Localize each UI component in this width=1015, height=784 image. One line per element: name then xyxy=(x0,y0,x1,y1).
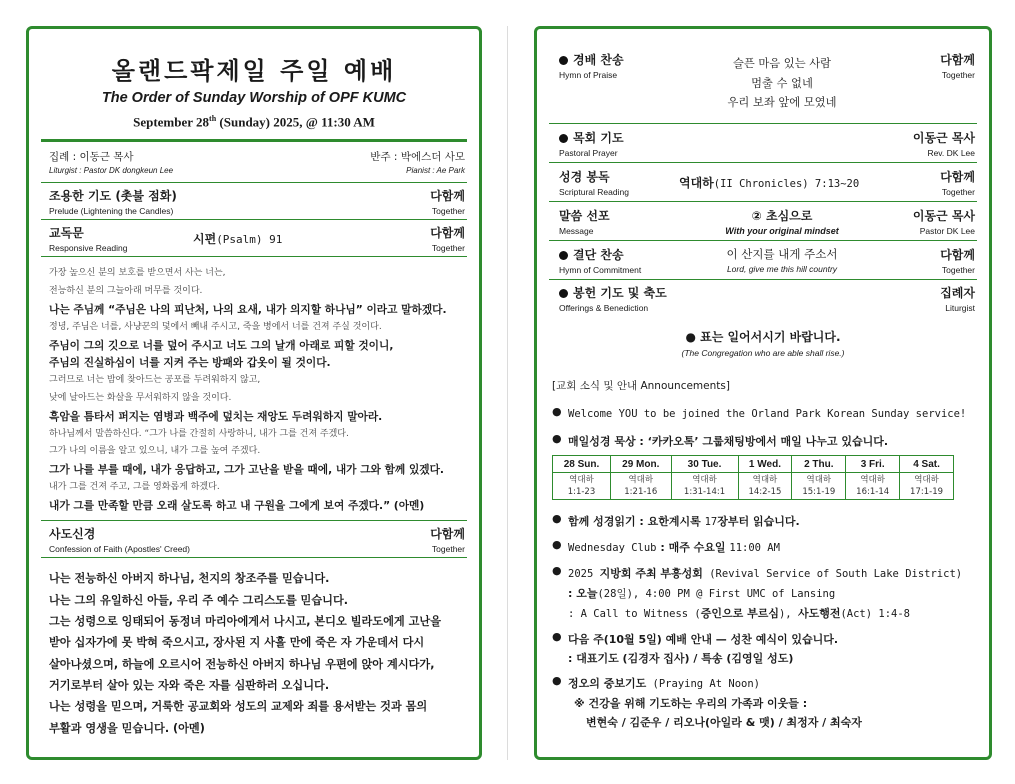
schedule-ref: 1:1-23 xyxy=(567,487,596,497)
schedule-day: 3 Fri. xyxy=(846,456,900,473)
prelude-together-en: Together xyxy=(431,205,465,216)
noon-prayer-names: 변현숙 / 김준우 / 리오나(아일라 & 맷) / 최정자 / 최숙자 xyxy=(586,716,862,729)
hymn-commitment-row xyxy=(537,241,989,279)
standing-note-en: (The Congregation who are able shall rise.) xyxy=(681,348,845,358)
pastoral-prayer-kr: 목회 기도 xyxy=(573,130,624,145)
scripture-kr: 성경 봉독 xyxy=(559,169,610,184)
psalm-line: 그가 나를 부를 때에, 내가 응답하고, 그가 고난을 받을 때에, 내가 그와 함께 있겠다. xyxy=(49,463,444,477)
scripture-book-kr: 역대하 xyxy=(679,175,714,190)
bible-reading-schedule xyxy=(552,455,954,500)
schedule-days-row xyxy=(553,456,954,473)
announcement-text: Welcome YOU to be joined the Orland Park Korean Sunday service! xyxy=(568,408,967,420)
scripture-en: Scriptural Reading xyxy=(559,186,629,197)
announcement-wednesday-club xyxy=(552,538,975,558)
psalm-text xyxy=(29,257,479,514)
revival-theme-a: : A Call to Witness ( xyxy=(568,608,701,620)
liturgist-kr: 집례 : 이동근 목사 xyxy=(49,151,134,164)
wednesday-club-name: Wednesday Club xyxy=(568,542,657,554)
group-reading-chapter: 17 xyxy=(704,516,718,528)
standing-note xyxy=(537,328,989,358)
hymn-praise-together-en: Together xyxy=(941,70,975,80)
church-title-english: The Order of Sunday Worship of OPF KUMC xyxy=(101,90,407,106)
announcements-continued xyxy=(537,512,989,732)
revival-line-3 xyxy=(568,604,975,624)
bullet-icon: ● xyxy=(552,405,562,418)
schedule-cell xyxy=(738,473,792,500)
schedule-ref: 15:1-19 xyxy=(802,487,836,497)
pastoral-prayer-row xyxy=(537,124,989,162)
bullet-icon: ● xyxy=(552,432,562,445)
schedule-book: 역대하 xyxy=(692,475,717,485)
psalm-line: 정녕, 주님은 너를, 사냥꾼의 덫에서 빼내 주시고, 죽을 병에서 너를 건져 주실 것이다. xyxy=(49,321,382,332)
announcement-text xyxy=(568,674,975,732)
schedule-book: 역대하 xyxy=(628,475,654,485)
page-fold-divider xyxy=(507,26,508,760)
psalm-line: 흑암을 틈타서 퍼지는 염병과 백주에 덮치는 재앙도 두려워하지 말아라. xyxy=(49,409,383,423)
creed-together-kr: 다함께 xyxy=(430,526,465,541)
date-rest: (Sunday) 2025, @ 11:30 AM xyxy=(216,114,375,130)
scripture-together-en: Together xyxy=(941,186,975,197)
announcement-noon-prayer xyxy=(552,674,975,732)
sermon-title xyxy=(679,207,885,236)
psalm-line: 전능하신 분의 그늘아래 머무를 것이다. xyxy=(49,286,203,297)
hymn-title: 멈출 수 없네 xyxy=(751,76,813,90)
message-row xyxy=(537,202,989,240)
hymn-commitment-label xyxy=(559,246,679,263)
revival-title: 지방회 주최 부흥성회 xyxy=(599,567,703,580)
psalm-line: 주님의 진실하심이 너를 지켜 주는 방패와 갑옷이 될 것이다. xyxy=(49,356,331,370)
offering-leader-en: Liturgist xyxy=(945,302,975,313)
message-kr: 말씀 선포 xyxy=(559,208,610,223)
revival-book-kr: 사도행전 xyxy=(797,607,841,620)
bullet-icon: ● xyxy=(552,512,562,525)
announcements-heading xyxy=(552,378,975,393)
schedule-book: 역대하 xyxy=(914,475,939,485)
revival-title-en: (Revival Service of South Lake District) xyxy=(702,568,963,580)
creed-together-en: Together xyxy=(431,543,465,554)
worship-order-right-page xyxy=(534,26,992,760)
creed-line: 받아 십자가에 못 박혀 죽으시고, 장사된 지 사흘 만에 죽은 자 가운데서 다시 xyxy=(49,636,425,650)
schedule-book: 역대하 xyxy=(569,475,594,485)
creed-line: 부활과 영생을 믿습니다. (아멘) xyxy=(49,721,205,735)
prelude-kr: 조용한 기도 (촛불 점화) xyxy=(49,188,177,203)
announcement-next-week xyxy=(552,630,975,668)
noon-prayer-line-1 xyxy=(568,674,975,694)
announcements-heading-en: Announcements] xyxy=(637,380,730,392)
revival-theme-sep: ), xyxy=(778,608,798,620)
revival-time-place: (28일), 4:00 PM @ First UMC of Lansing xyxy=(597,588,836,600)
pastoral-prayer-leader-en: Rev. DK Lee xyxy=(927,147,975,158)
psalm-line: 그가 나의 이름을 알고 있으니, 내가 그를 높여 주겠다. xyxy=(49,446,261,457)
standing-bullet-icon xyxy=(559,56,568,65)
scripture-passage xyxy=(679,174,940,191)
liturgist-en: Liturgist : Pastor DK dongkeun Lee xyxy=(49,166,174,176)
schedule-refs-row xyxy=(553,473,954,500)
noon-prayer-title-en: (Praying At Noon) xyxy=(646,678,761,690)
schedule-day: 30 Tue. xyxy=(671,456,738,473)
hymn-praise-kr: 경배 찬송 xyxy=(573,53,624,67)
commitment-hymn-title xyxy=(679,246,885,274)
hymn-commitment-kr: 결단 찬송 xyxy=(573,247,624,262)
hymn-praise-together-kr: 다함께 xyxy=(940,53,975,67)
commitment-together-kr: 다함께 xyxy=(940,247,975,262)
announcement-text xyxy=(568,538,975,558)
schedule-cell xyxy=(610,473,671,500)
creed-row xyxy=(29,521,479,557)
schedule-book: 역대하 xyxy=(752,475,778,485)
pianist-en: Pianist : Ae Park xyxy=(406,166,465,176)
message-preacher-kr: 이동근 목사 xyxy=(912,208,975,223)
schedule-ref: 14:2-15 xyxy=(748,487,782,497)
sermon-title-en: With your original mindset xyxy=(725,225,839,236)
hymn-title: 슬픈 마음 있는 사람 xyxy=(732,57,832,70)
revival-year: 2025 xyxy=(568,568,600,580)
date-suffix: th xyxy=(209,114,217,123)
bullet-icon: ● xyxy=(552,564,562,577)
creed-kr: 사도신경 xyxy=(49,526,96,541)
commitment-hymn-en: Lord, give me this hill country xyxy=(726,264,838,274)
schedule-day: 28 Sun. xyxy=(553,456,611,473)
wednesday-club-time: 11:00 AM xyxy=(729,542,780,554)
message-en: Message xyxy=(559,225,594,236)
revival-line-1 xyxy=(568,564,975,584)
psalm-line: 가장 높으신 분의 보호를 받으면서 사는 너는, xyxy=(49,268,226,279)
revival-today: : 오늘 xyxy=(568,587,598,600)
psalm-line: 나는 주님께 “주님은 나의 피난처, 나의 요새, 내가 의지할 하나님” 이라고 말하겠다. xyxy=(49,302,447,316)
schedule-ref: 17:1-19 xyxy=(910,487,944,497)
commitment-hymn-kr: 이 산지를 내게 주소서 xyxy=(726,247,838,261)
responsive-together-kr: 다함께 xyxy=(430,225,465,240)
announcements xyxy=(537,378,989,451)
hymn-title: 우리 보좌 앞에 모였네 xyxy=(727,96,837,109)
worship-order-left-page xyxy=(26,26,482,760)
offering-leader-kr: 집례자 xyxy=(940,285,975,300)
schedule-cell xyxy=(792,473,846,500)
announcement-welcome xyxy=(552,405,975,424)
bullet-icon: ● xyxy=(552,674,562,687)
psalm-line: 하나님께서 말씀하신다. “그가 나를 간절히 사랑하니, 내가 그를 건져 주겠다. xyxy=(49,428,349,439)
liturgist-row xyxy=(29,142,479,182)
next-week-line-2: : 대표기도 (김경자 집사) / 특송 (김영일 성도) xyxy=(568,652,794,665)
psalm-ref: (Psalm) 91 xyxy=(216,232,283,246)
pastoral-prayer-en: Pastoral Prayer xyxy=(559,147,618,158)
announcement-group-reading xyxy=(552,512,975,532)
pastoral-prayer-label xyxy=(559,129,624,146)
schedule-book: 역대하 xyxy=(860,475,885,485)
schedule-day: 2 Thu. xyxy=(792,456,846,473)
noon-prayer-line-2: ※ 건강을 위해 기도하는 우리의 가족과 이웃들 : xyxy=(574,697,808,710)
message-preacher-en: Pastor DK Lee xyxy=(919,225,975,236)
psalm-kr: 시편 xyxy=(193,231,217,246)
service-date xyxy=(29,114,479,130)
creed-en: Confession of Faith (Apostles' Creed) xyxy=(49,543,190,554)
noon-prayer-title: 정오의 중보기도 xyxy=(568,677,647,690)
scripture-row xyxy=(537,163,989,201)
announcement-text xyxy=(568,630,975,668)
schedule-ref: 1:31-14:1 xyxy=(683,487,726,497)
next-week-line-1: 다음 주(10월 5일) 예배 안내 — 성찬 예식이 있습니다. xyxy=(568,633,839,646)
prelude-en: Prelude (Lightening the Candles) xyxy=(49,205,174,216)
schedule-ref: 1:21-16 xyxy=(624,487,658,497)
group-reading-suffix: 장부터 읽습니다. xyxy=(717,515,800,528)
bullet-icon: ● xyxy=(552,538,562,551)
pianist-kr: 반주 : 박에스더 사모 xyxy=(370,151,465,164)
scripture-together-kr: 다함께 xyxy=(940,169,975,184)
offering-row xyxy=(537,280,989,316)
church-title-korean: 올랜드팍제일 주일 예배 xyxy=(111,56,397,85)
hymn-praise-label xyxy=(559,51,679,68)
offering-kr: 봉헌 기도 및 축도 xyxy=(573,285,667,300)
hymn-praise-titles xyxy=(679,54,885,113)
creed-line: 그는 성령으로 잉태되어 동정녀 마리아에게서 나시고, 본디오 빌라도에게 고난을 xyxy=(49,615,442,629)
wednesday-club-when: : 매주 수요일 xyxy=(656,541,730,554)
responsive-reading-row xyxy=(29,220,479,256)
psalm-line: 그러므로 너는 밤에 찾아드는 공포를 두려워하지 않고, xyxy=(49,375,261,386)
standing-bullet-icon xyxy=(559,251,568,260)
creed-line: 거기로부터 살아 있는 자와 죽은 자를 심판하러 오십니다. xyxy=(49,678,330,692)
offering-label xyxy=(559,284,667,301)
commitment-together-en: Together xyxy=(941,264,975,275)
prelude-together-kr: 다함께 xyxy=(430,188,465,203)
responsive-together-en: Together xyxy=(431,242,465,253)
schedule-cell xyxy=(900,473,954,500)
revival-line-2 xyxy=(568,584,975,604)
date-month-day: September 28 xyxy=(133,114,210,130)
revival-theme-kr: 증인으로 부르심 xyxy=(700,607,779,620)
offering-en: Offerings & Benediction xyxy=(559,302,649,313)
hymn-praise-row xyxy=(537,29,989,123)
hymn-commitment-en: Hymn of Commitment xyxy=(559,264,642,275)
responsive-passage xyxy=(169,230,430,247)
creed-line: 나는 그의 유일하신 아들, 우리 주 예수 그리스도를 믿습니다. xyxy=(49,593,349,607)
scripture-ref: (II Chronicles) 7:13~20 xyxy=(713,177,860,190)
prelude-row xyxy=(29,183,479,219)
announcement-text xyxy=(568,512,975,532)
revival-book-ref: (Act) 1:4-8 xyxy=(840,608,911,620)
schedule-day: 29 Mon. xyxy=(610,456,671,473)
standing-note-kr: ● 표는 일어서시기 바랍니다. xyxy=(685,330,841,344)
announcement-text: 매일성경 묵상 : ‘카카오톡’ 그룹채팅방에서 매일 나누고 있습니다. xyxy=(568,435,889,448)
hymn-praise-en: Hymn of Praise xyxy=(559,70,618,80)
schedule-cell xyxy=(671,473,738,500)
schedule-book: 역대하 xyxy=(806,475,832,485)
announcements-heading-kr: [교회 소식 및 안내 xyxy=(552,380,638,392)
psalm-line: 내가 그를 건져 주고, 그를 영화롭게 하겠다. xyxy=(49,481,220,492)
schedule-day: 4 Sat. xyxy=(900,456,954,473)
schedule-cell xyxy=(846,473,900,500)
bullet-icon: ● xyxy=(552,630,562,643)
standing-bullet-icon xyxy=(559,289,568,298)
responsive-en: Responsive Reading xyxy=(49,242,128,253)
announcement-revival xyxy=(552,564,975,624)
schedule-day: 1 Wed. xyxy=(738,456,792,473)
standing-bullet-icon xyxy=(559,134,568,143)
schedule-ref: 16:1-14 xyxy=(856,487,890,497)
psalm-line: 낮에 날아드는 화살을 무서워하지 않을 것이다. xyxy=(49,392,232,403)
creed-line: 나는 전능하신 아버지 하나님, 천지의 창조주를 믿습니다. xyxy=(49,572,330,586)
creed-line: 나는 성령을 믿으며, 거룩한 공교회와 성도의 교제와 죄를 용서받는 것과 몸의 xyxy=(49,700,428,714)
pastoral-prayer-leader-kr: 이동근 목사 xyxy=(912,130,975,145)
sermon-title-kr: ② 초심으로 xyxy=(751,208,813,223)
schedule-cell xyxy=(553,473,611,500)
creed-line: 살아나셨으며, 하늘에 오르시어 전능하신 아버지 하나님 우편에 앉아 계시다가, xyxy=(49,657,435,671)
responsive-kr: 교독문 xyxy=(49,225,84,240)
announcement-text xyxy=(568,564,975,624)
psalm-line: 주님이 그의 깃으로 너를 덮어 주시고 너도 그의 날개 아래로 피할 것이니, xyxy=(49,338,394,352)
group-reading-text: 함께 성경읽기 : 요한계시록 xyxy=(568,515,705,528)
creed-text xyxy=(29,558,479,738)
psalm-line: 내가 그를 만족할 만큼 오래 살도록 하고 내 구원을 그에게 보여 주겠다.” (아멘) xyxy=(49,498,425,512)
announcement-daily-bible xyxy=(552,432,975,451)
